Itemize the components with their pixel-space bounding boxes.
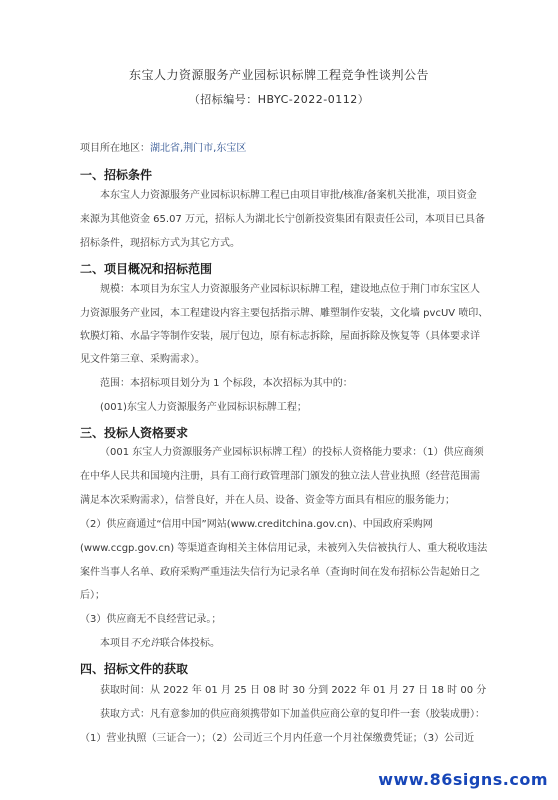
location-line — [80, 143, 246, 155]
paragraph-line: 规模：本项目为东宝人力资源服务产业园标识标牌工程，建设地点位于荆门市东宝区人 — [100, 284, 480, 295]
section-heading-2: 二、项目概况和招标范围 — [80, 262, 213, 276]
site-watermark: www.86signs.com — [378, 770, 548, 789]
paragraph-line: 后）； — [80, 590, 105, 601]
paragraph-line: （001 东宝人力资源服务产业园标识标牌工程）的投标人资格能力要求：（1）供应商须 — [100, 447, 484, 458]
location-label: 项目所在地区： — [80, 143, 150, 154]
document-title: 东宝人力资源服务产业园标识标牌工程竞争性谈判公告 — [128, 68, 429, 82]
paragraph-line: (www.ccgp.gov.cn) 等渠道查询相关主体信用记录，未被列入失信被执行人、重大税收违法 — [80, 543, 488, 554]
paragraph-line: 案件当事人名单、政府采购严重违法失信行为记录名单（查询时间在发布招标公告起始日之 — [80, 567, 480, 578]
paragraph-line: 本东宝人力资源服务产业园标识标牌工程已由项目审批/核准/备案机关批准，项目资金 — [100, 190, 477, 201]
section-heading-1: 一、招标条件 — [80, 168, 153, 182]
paragraph-line: 获取时间：从 2022 年 01 月 25 日 08 时 30 分到 2022 年 01 月 27 日 18 时 00 分 — [100, 685, 487, 696]
paragraph-line: 招标条件，现招标方式为其它方式。 — [80, 238, 240, 249]
paragraph-line: 获取方式：凡有意参加的供应商须携带如下加盖供应商公章的复印件一套（胶装成册）： — [100, 709, 485, 720]
consortium-highlight: 不允许 — [130, 638, 160, 649]
location-value: 湖北省,荆门市,东宝区 — [150, 143, 247, 154]
consortium-line — [100, 638, 220, 650]
paragraph-line: 力资源服务产业园，本工程建设内容主要包括指示牌、雕塑制作安装，文化墙 pvcUV 喷印、 — [80, 308, 489, 319]
paragraph-line: （3）供应商无不良经营记录。； — [80, 614, 222, 625]
paragraph-line: （2）供应商通过“信用中国”网站(www.creditchina.gov.cn)、中国政府采购网 — [80, 519, 433, 530]
section-heading-3: 三、投标人资格要求 — [80, 426, 189, 440]
paragraph-line: 在中华人民共和国境内注册，具有工商行政管理部门颁发的独立法人营业执照（经营范围需 — [80, 471, 480, 482]
document-subtitle: （招标编号：HBYC-2022-0112） — [188, 93, 370, 106]
paragraph-line: 范围：本招标项目划分为 1 个标段，本次招标为其中的： — [100, 378, 353, 389]
paragraph-line: （1）营业执照（三证合一）；（2）公司近三个月内任意一个月社保缴费凭证；（3）公司近 — [80, 733, 475, 744]
paragraph-line: 满足本次采购需求），信誉良好，并在人员、设备、资金等方面具有相应的服务能力； — [80, 495, 455, 506]
paragraph-line: 来源为其他资金 65.07 万元，招标人为湖北长宁创新投资集团有限责任公司，本项目已具备 — [80, 214, 485, 225]
paragraph-line: (001)东宝人力资源服务产业园标识标牌工程； — [100, 402, 307, 413]
consortium-suffix: 联合体投标。 — [160, 638, 220, 649]
consortium-prefix: 本项目 — [100, 638, 130, 649]
section-heading-4: 四、招标文件的获取 — [80, 662, 189, 676]
paragraph-line: 软膜灯箱、水晶字等制作安装，展厅包边，原有标志拆除，屋面拆除及恢复等（具体要求详 — [80, 331, 480, 342]
paragraph-line: 见文件第三章、采购需求）。 — [80, 354, 205, 365]
